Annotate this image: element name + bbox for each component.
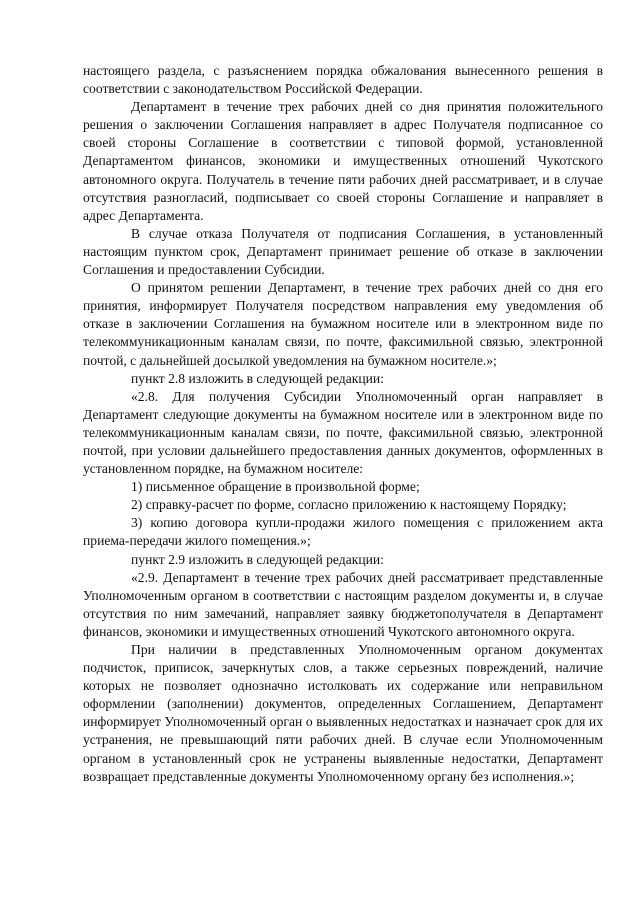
paragraph-item-2-9: «2.9. Департамент в течение трех рабочих дней рассматривает представленные Уполномоченным органом в соответствии с настоящим разделом документы и, в случае отсутствия по ним замечаний, направляет заявку бюджетополучателя в Департамент финансов, экономики и имущественных отношений Чукотского автономного округа. (83, 569, 603, 639)
paragraph-refusal-case: В случае отказа Получателя от подписания Соглашения, в установленный настоящим пунктом срок, Департамент принимает решение об отказе в заключении Соглашения и предоставлении Субсидии. (83, 225, 603, 278)
paragraph-item-2-8-heading: пункт 2.8 изложить в следующей редакции: (131, 370, 384, 386)
paragraph-agreement-signing: Департамент в течение трех рабочих дней со дня принятия положительного решения о заключении Соглашения направляет в адрес Получателя подписанное со своей стороны Соглашение в соответствии с типовой формой, установленной Департаментом финансов, экономики и имущественных отношений Чукотского автономного округа. Получатель в течение пяти рабочих дней рассматривает, и в случае отсутствия разногласий, подписывает со своей стороны Соглашение и направляет в адрес Департамента. (83, 99, 603, 223)
paragraph-deficiencies: При наличии в представленных Уполномоченным органом документах подчисток, приписок, зачеркнутых слов, а также серьезных повреждений, наличие которых не позволяет однозначно истолковать их содержание или неправильном оформлении (заполнении) документов, определенных Соглашением, Департамент информирует Уполномоченный орган о выявленных недостатках и назначает срок для их устранения, не превышающий пяти рабочих дней. В случае если Уполномоченным органом в установленный срок не устранены выявленные недостатки, Департамент возвращает представленные документы Уполномоченному органу без исполнения.»; (83, 642, 603, 784)
paragraph-item-2-8: «2.8. Для получения Субсидии Уполномоченный орган направляет в Департамент следующие документы на бумажном носителе или в электронном виде по телекоммуникационным каналам связи, по почте, факсимильной связью, электронной почтой, при условии дальнейшего предоставления данных документов, оформленных в установленном порядке, на бумажном носителе: (83, 388, 603, 477)
list-item-1: 1) письменное обращение в произвольной форме; (131, 479, 420, 495)
paragraph-item-2-9-heading: пункт 2.9 изложить в следующей редакции: (131, 551, 384, 567)
paragraph-continuation: настоящего раздела, с разъяснением порядка обжалования вынесенного решения в соответствии с законодательством Российской Федерации. (83, 63, 603, 97)
document-page (83, 62, 603, 786)
list-item-3: 3) копию договора купли-продажи жилого помещения с приложением акта приема-передачи жилого помещения.»; (83, 515, 603, 549)
paragraph-refusal-notification: О принятом решении Департамент, в течение трех рабочих дней со дня его принятия, информирует Получателя посредством направления ему уведомления об отказе в заключении Соглашения на бумажном носителе или в электронном виде по телекоммуникационным каналам связи, по почте, факсимильной связью, электронной почтой, с дальнейшей досылкой уведомления на бумажном носителе.»; (83, 280, 603, 368)
list-item-2: 2) справку-расчет по форме, согласно приложению к настоящему Порядку; (131, 497, 567, 513)
